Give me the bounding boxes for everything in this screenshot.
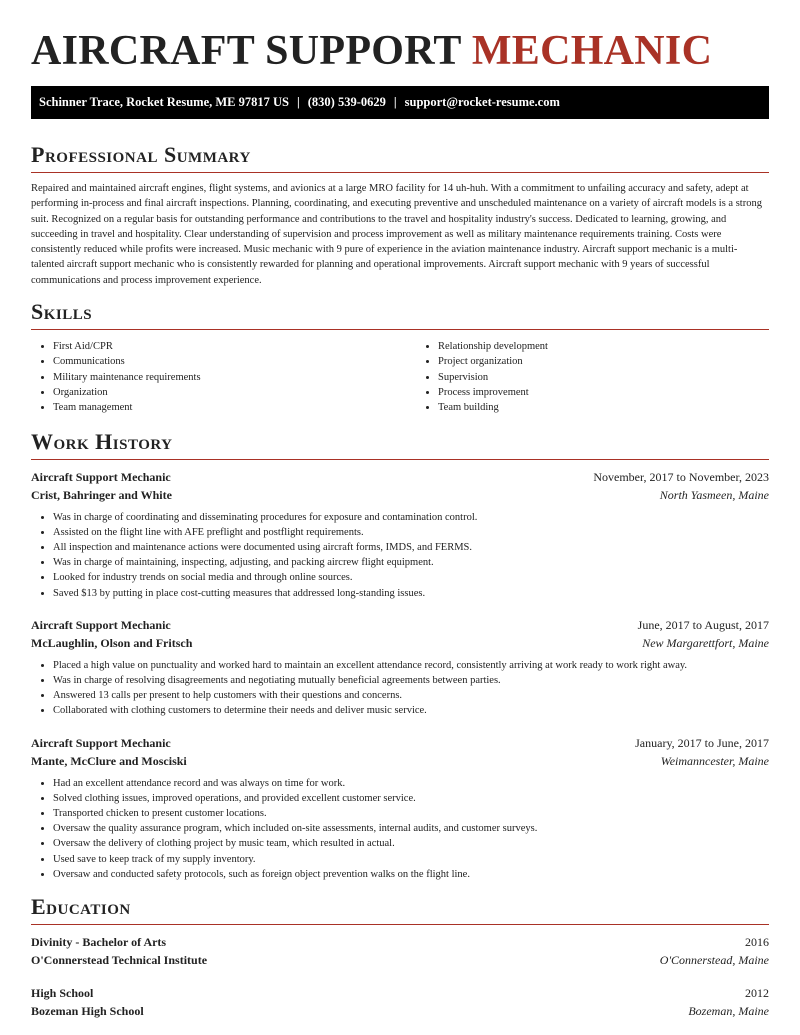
job-bullet: • Collaborated with clothing customers to determine their needs and deliver music service. <box>53 703 769 718</box>
job-bullet: • Was in charge of resolving disagreements and negotiating mutually beneficial agreements between parties. <box>53 673 769 688</box>
job-title: Aircraft Support Mechanic <box>31 617 171 632</box>
education-school: Bozeman High School <box>31 1004 144 1019</box>
job-bullet: • Looked for industry trends on social media and through online sources. <box>53 570 769 585</box>
title-first: AIRCRAFT SUPPORT <box>31 28 461 74</box>
job-location: New Margarettfort, Maine <box>642 635 769 650</box>
work-history-heading: Work History <box>31 428 173 454</box>
job-bullet: • Oversaw and conducted safety protocols, such as foreign object prevention walks on the flight line. <box>53 867 769 882</box>
job-header <box>31 468 769 486</box>
contact-phone: (830) 539-0629 <box>307 95 386 109</box>
education-school: O'Connerstead Technical Institute <box>31 953 208 968</box>
job-subheader <box>31 752 769 770</box>
job-entry <box>31 468 769 601</box>
skill-item: • Supervision <box>438 370 800 385</box>
summary-text: Repaired and maintained aircraft engines, flight systems, and avionics at a large MRO facility for 14 uh-huh. With a commitment to unfailing accuracy and safety, adept at performing in-process and final aircraft inspections. Planning, coordinating, and executing preventive and unscheduled maintenance on a variety of aircraft models is a strong suit. Recognized on a regular basis for outstanding performance and contributions to the travel and hospitality industry's success. Dedicated to learning, growing, and succeeding in travel and hospitality. Clear understanding of supervision and process improvement as well as military maintenance requirements training. Costs were consistently reduced while profits were increased. Music mechanic with 9 pure of experience in the aviation maintenance industry. Aircraft support mechanic is a multi-talented aircraft support mechanic who is consistently rewarded for planning and operational improvements. Aircraft support mechanic with 9 years of successful communications and process improvement experience. <box>31 183 762 286</box>
education-year: 2012 <box>745 986 769 1001</box>
job-bullets <box>31 776 769 882</box>
job-bullet: • Assisted on the flight line with AFE preflight and postflight requirements. <box>53 525 769 540</box>
section-divider <box>31 924 769 925</box>
education-header <box>31 933 769 951</box>
skill-item: • Project organization <box>438 354 800 369</box>
job-title: Aircraft Support Mechanic <box>31 469 171 484</box>
job-entry <box>31 616 769 719</box>
job-header <box>31 616 769 634</box>
job-bullet: • Placed a high value on punctuality and worked hard to maintain an excellent attendance record, consistently arriving at work ready to work right away. <box>53 658 769 673</box>
job-bullet: • Oversaw the quality assurance program, which included on-site assessments, internal audits, and customer surveys. <box>53 821 769 836</box>
job-bullet: • Had an excellent attendance record and was always on time for work. <box>53 776 769 791</box>
skills-column-left <box>31 339 416 415</box>
job-company: Crist, Bahringer and White <box>31 487 172 502</box>
skills-column-right <box>416 339 800 415</box>
job-bullets <box>31 658 769 719</box>
skill-item: • Organization <box>53 385 416 400</box>
section-divider <box>31 329 769 330</box>
education-location: O'Connerstead, Maine <box>659 953 769 968</box>
summary-section <box>31 141 769 288</box>
section-divider <box>31 172 769 173</box>
skills-section <box>31 298 769 415</box>
job-bullet: • Oversaw the delivery of clothing project by music team, which resulted in actual. <box>53 836 769 851</box>
education-entry <box>31 984 769 1020</box>
summary-heading: Professional Summary <box>31 142 251 167</box>
job-dates: January, 2017 to June, 2017 <box>635 735 769 750</box>
skill-item: • Communications <box>53 354 416 369</box>
education-year: 2016 <box>745 935 769 950</box>
job-company: Mante, McClure and Mosciski <box>31 753 187 768</box>
job-bullet: • Used save to keep track of my supply inventory. <box>53 852 769 867</box>
education-heading: Education <box>31 894 131 920</box>
contact-address: Schinner Trace, Rocket Resume, ME 97817 US <box>39 95 289 109</box>
job-bullets <box>31 510 769 601</box>
education-section <box>31 893 769 1020</box>
education-header <box>31 984 769 1002</box>
skill-item: • Team building <box>438 400 800 415</box>
job-bullet: • Answered 13 calls per present to help customers with their questions and concerns. <box>53 688 769 703</box>
skill-item: • Relationship development <box>438 339 800 354</box>
skill-item: • Military maintenance requirements <box>53 370 416 385</box>
job-dates: November, 2017 to November, 2023 <box>593 469 769 484</box>
skill-item: • Team management <box>53 400 416 415</box>
contact-separator: | <box>296 95 300 109</box>
skills-heading: Skills <box>31 299 93 325</box>
job-bullet: • Was in charge of coordinating and disseminating procedures for exposure and contamination control. <box>53 510 769 525</box>
job-bullet: • All inspection and maintenance actions were documented using aircraft forms, IMDS, and FERMS. <box>53 540 769 555</box>
resume-title <box>31 0 769 75</box>
job-location: North Yasmeen, Maine <box>659 487 769 502</box>
job-entry <box>31 734 769 882</box>
job-bullet: • Was in charge of maintaining, inspecting, adjusting, and packing aircrew flight equipment. <box>53 555 769 570</box>
job-bullet: • Transported chicken to present customer locations. <box>53 806 769 821</box>
contact-separator: | <box>393 95 397 109</box>
work-history-section <box>31 428 769 882</box>
education-degree: Divinity - Bachelor of Arts <box>31 935 167 950</box>
job-header <box>31 734 769 752</box>
skill-item: • Process improvement <box>438 385 800 400</box>
job-subheader <box>31 634 769 652</box>
education-subheader <box>31 951 769 969</box>
job-title: Aircraft Support Mechanic <box>31 735 171 750</box>
job-location: Weimanncester, Maine <box>660 753 769 768</box>
job-dates: June, 2017 to August, 2017 <box>637 617 769 632</box>
skills-list <box>31 339 769 415</box>
job-bullet: • Solved clothing issues, improved operations, and provided excellent customer service. <box>53 791 769 806</box>
contact-bar <box>31 86 769 119</box>
education-degree: High School <box>31 986 94 1001</box>
job-subheader <box>31 486 769 504</box>
skill-item: • First Aid/CPR <box>53 339 416 354</box>
education-entry <box>31 933 769 969</box>
job-bullet: • Saved $13 by putting in place cost-cutting measures that addressed long-standing issues. <box>53 586 769 601</box>
job-company: McLaughlin, Olson and Fritsch <box>31 635 193 650</box>
section-divider <box>31 459 769 460</box>
title-accent: MECHANIC <box>471 28 713 74</box>
education-location: Bozeman, Maine <box>688 1004 769 1019</box>
contact-email[interactable]: support@rocket-resume.com <box>404 95 560 109</box>
education-subheader <box>31 1002 769 1020</box>
